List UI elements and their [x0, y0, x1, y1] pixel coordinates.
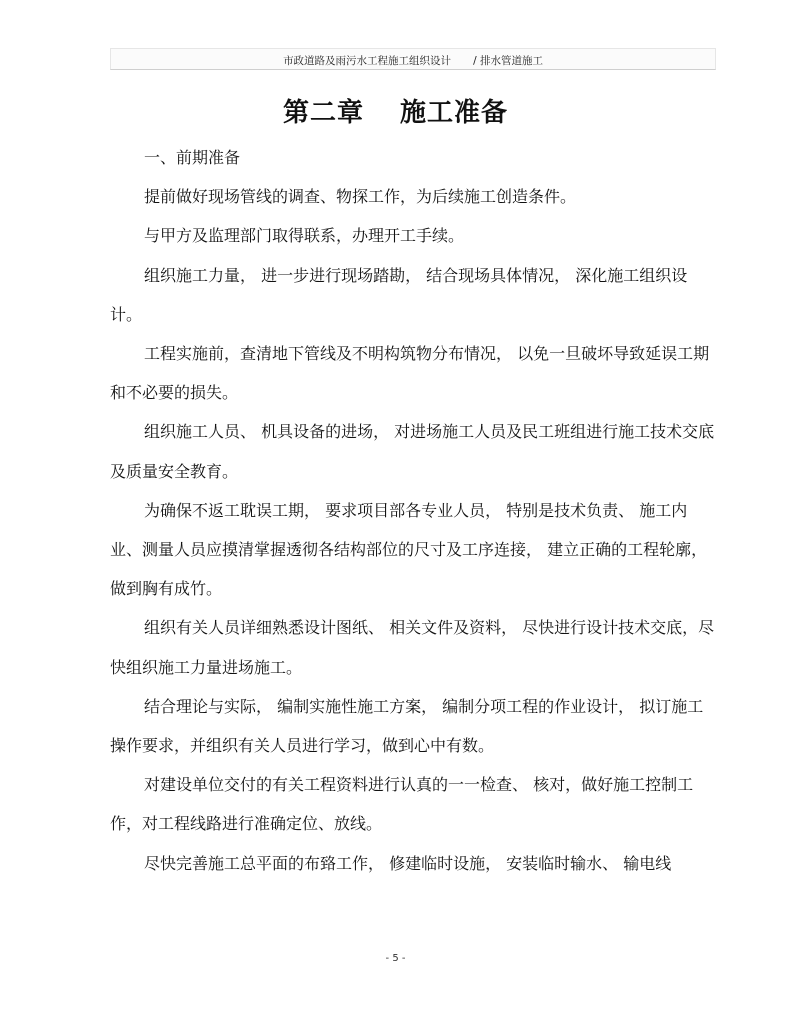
page-number: - 5 - — [385, 953, 406, 964]
header-section: / 排水管道施工 — [473, 55, 543, 67]
section-heading: 一、前期准备 — [144, 148, 241, 167]
chapter-title — [0, 92, 791, 129]
paragraph: 组织有关人员详细熟悉设计图纸、 相关文件及资料， 尽快进行设计技术交底，尽快组织施工力量进场施工。 — [110, 618, 715, 677]
chapter-name: 施工准备 — [400, 98, 509, 128]
paragraph: 组织施工力量， 进一步进行现场踏勘， 结合现场具体情况， 深化施工组织设计。 — [110, 265, 688, 324]
body-content — [110, 138, 716, 883]
paragraph: 与甲方及监理部门取得联系，办理开工手续。 — [144, 226, 465, 246]
chapter-number: 第二章 — [282, 98, 364, 128]
header-text — [111, 53, 715, 68]
paragraph: 为确保不返工耽误工期， 要求项目部各专业人员， 特别是技术负责、 施工内业、测量人员应摸清掌握透彻各结构部位的尺寸及工序连接， 建立正确的工程轮廓，做到胸有成竹。 — [110, 500, 708, 599]
paragraph: 结合理论与实际， 编制实施性施工方案， 编制分项工程的作业设计， 拟订施工操作要求，并组织有关人员进行学习，做到心中有数。 — [110, 696, 704, 756]
paragraph: 尽快完善施工总平面的布臵工作， 修建临时设施， 安装临时输水、 输电线 — [144, 853, 672, 873]
paragraph: 对建设单位交付的有关工程资料进行认真的一一检查、 核对，做好施工控制工作，对工程线路进行准确定位、放线。 — [110, 775, 694, 834]
header-doc-title: 市政道路及雨污水工程施工组织设计 — [283, 55, 452, 67]
paragraph: 工程实施前，查清地下管线及不明构筑物分布情况， 以免一旦破坏导致延误工期和不必要的损失。 — [110, 344, 710, 403]
page-header — [110, 48, 716, 70]
paragraph: 提前做好现场管线的调查、物探工作，为后续施工创造条件。 — [144, 187, 577, 207]
paragraph: 组织施工人员、 机具设备的进场， 对进场施工人员及民工班组进行施工技术交底及质量安全教育。 — [110, 422, 715, 481]
